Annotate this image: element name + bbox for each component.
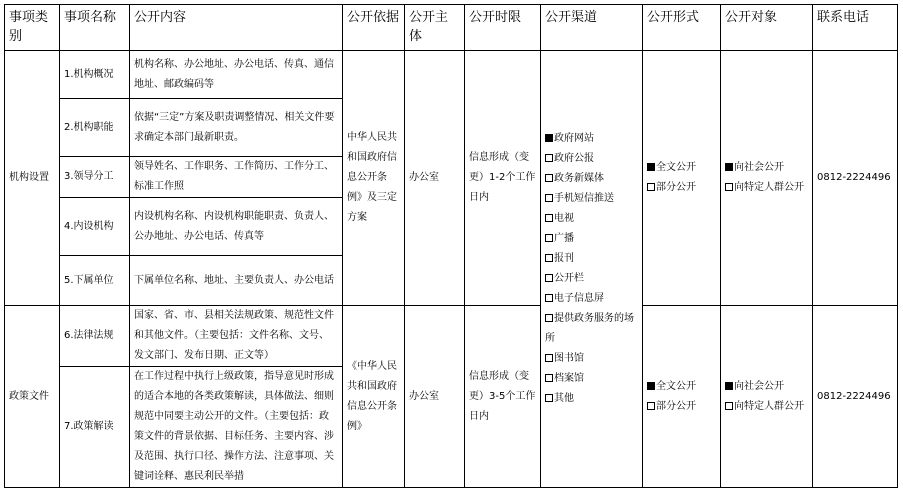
audience-option [725, 397, 808, 417]
channel-option [545, 249, 638, 269]
unchecked-box-icon [545, 214, 553, 222]
form-option [647, 178, 716, 198]
form-options [647, 158, 716, 198]
audience-cell [721, 51, 813, 306]
form-option [647, 397, 716, 417]
channel-option-label: 电视 [554, 213, 574, 224]
table-row [5, 306, 898, 367]
unchecked-box-icon [545, 154, 553, 162]
time-limit-cell: 信息形成（变更）3-5个工作日内 [465, 306, 541, 488]
audience-options [725, 377, 808, 417]
header-channels: 公开渠道 [541, 5, 643, 51]
unchecked-box-icon [545, 394, 553, 402]
item-name: 1.机构概况 [60, 51, 130, 99]
audience-option-label: 向社会公开 [734, 380, 784, 392]
checked-box-icon [725, 382, 733, 390]
channels-cell [541, 51, 643, 488]
form-option-label: 全文公开 [656, 380, 696, 392]
header-audience: 公开对象 [721, 5, 813, 51]
form-option [647, 377, 716, 397]
header-basis: 公开依据 [343, 5, 405, 51]
audience-option-label: 向特定人群公开 [734, 182, 804, 193]
item-name: 6.法律法规 [60, 306, 130, 367]
channel-option-label: 广播 [554, 233, 574, 244]
checked-box-icon [545, 134, 553, 142]
channel-option [545, 189, 638, 209]
channel-option [545, 269, 638, 289]
channel-option-label: 政务新媒体 [554, 173, 604, 184]
basis-cell: 中华人民共和国政府信息公开条例》及三定方案 [343, 51, 405, 306]
header-subject: 公开主体 [405, 5, 465, 51]
channel-option [545, 309, 638, 349]
channel-option-label: 报刊 [554, 253, 574, 264]
audience-option [725, 158, 808, 178]
channel-option [545, 149, 638, 169]
time-limit-cell: 信息形成（变更）1-2个工作日内 [465, 51, 541, 306]
channel-option [545, 209, 638, 229]
item-content: 国家、省、市、县相关法规政策、规范性文件和其他文件。（主要包括：文件名称、文号、发文部门、发布日期、正文等） [130, 306, 343, 367]
channel-option [545, 289, 638, 309]
category-cell: 机构设置 [5, 51, 60, 306]
header-time-limit: 公开时限 [465, 5, 541, 51]
channel-option-label: 档案馆 [554, 373, 584, 384]
channel-option-label: 政府公报 [554, 153, 594, 164]
category-cell: 政策文件 [5, 306, 60, 488]
unchecked-box-icon [545, 374, 553, 382]
audience-option [725, 377, 808, 397]
table-row [5, 51, 898, 99]
subject-cell: 办公室 [405, 306, 465, 488]
item-name: 2.机构职能 [60, 99, 130, 157]
item-content: 领导姓名、工作职务、工作简历、工作分工、标准工作照 [130, 157, 343, 198]
unchecked-box-icon [545, 254, 553, 262]
header-form: 公开形式 [643, 5, 721, 51]
form-option-label: 部分公开 [656, 400, 696, 412]
item-name: 5.下属单位 [60, 256, 130, 306]
item-content: 在工作过程中执行上级政策，指导意见时形成的适合本地的各类政策解读，具体做法、细则规范中同要主动公开的文件。（主要包括：政策文件的背景依据、目标任务、主要内容、涉及范围、执行口径、操作方法、注意事项、关键词诠释、惠民利民举措 [130, 367, 343, 488]
unchecked-box-icon [545, 174, 553, 182]
channels-list [545, 129, 638, 409]
audience-option [725, 178, 808, 198]
checked-box-icon [647, 163, 655, 171]
unchecked-box-icon [725, 183, 733, 191]
disclosure-table [4, 4, 898, 488]
header-category: 事项类别 [5, 5, 60, 51]
channel-option [545, 349, 638, 369]
header-phone: 联系电话 [813, 5, 898, 51]
basis-cell: 《中华人民共和国政府信息公开条例》 [343, 306, 405, 488]
channel-option-label: 政府网站 [554, 133, 594, 144]
item-content: 内设机构名称、内设机构职能职责、负责人、公办地址、办公电话、传真等 [130, 198, 343, 256]
form-cell [643, 51, 721, 306]
unchecked-box-icon [545, 234, 553, 242]
unchecked-box-icon [545, 314, 553, 322]
item-name: 3.领导分工 [60, 157, 130, 198]
channel-option-label: 公开栏 [554, 273, 584, 284]
item-name: 7.政策解读 [60, 367, 130, 488]
unchecked-box-icon [647, 183, 655, 191]
form-option-label: 部分公开 [656, 182, 696, 193]
checked-box-icon [725, 163, 733, 171]
item-content: 依据“三定”方案及职责调整情况、相关文件要求确定本部门最新职责。 [130, 99, 343, 157]
form-options [647, 377, 716, 417]
item-name: 4.内设机构 [60, 198, 130, 256]
item-content: 下属单位名称、地址、主要负责人、办公电话 [130, 256, 343, 306]
channel-option [545, 229, 638, 249]
item-content: 机构名称、办公地址、办公电话、传真、通信地址、邮政编码等 [130, 51, 343, 99]
unchecked-box-icon [545, 274, 553, 282]
unchecked-box-icon [545, 194, 553, 202]
channel-option-label: 电子信息屏 [554, 293, 604, 304]
channel-option-label: 提供政务服务的场所 [545, 313, 634, 344]
unchecked-box-icon [725, 402, 733, 410]
channel-option [545, 129, 638, 149]
unchecked-box-icon [545, 354, 553, 362]
channel-option [545, 169, 638, 189]
channel-option-label: 图书馆 [554, 353, 584, 364]
header-row [5, 5, 898, 51]
form-option-label: 全文公开 [656, 162, 696, 173]
unchecked-box-icon [545, 294, 553, 302]
checked-box-icon [647, 382, 655, 390]
phone-cell: 0812-2224496 [813, 51, 898, 306]
unchecked-box-icon [647, 402, 655, 410]
channel-option-label: 其他 [554, 393, 574, 404]
header-item-name: 事项名称 [60, 5, 130, 51]
form-cell [643, 306, 721, 488]
audience-option-label: 向社会公开 [734, 162, 784, 173]
audience-options [725, 158, 808, 198]
channel-option-label: 手机短信推送 [554, 193, 614, 204]
audience-cell [721, 306, 813, 488]
phone-cell: 0812-2224496 [813, 306, 898, 488]
channel-option [545, 389, 638, 409]
audience-option-label: 向特定人群公开 [734, 400, 804, 412]
subject-cell: 办公室 [405, 51, 465, 306]
form-option [647, 158, 716, 178]
header-content: 公开内容 [130, 5, 343, 51]
channel-option [545, 369, 638, 389]
